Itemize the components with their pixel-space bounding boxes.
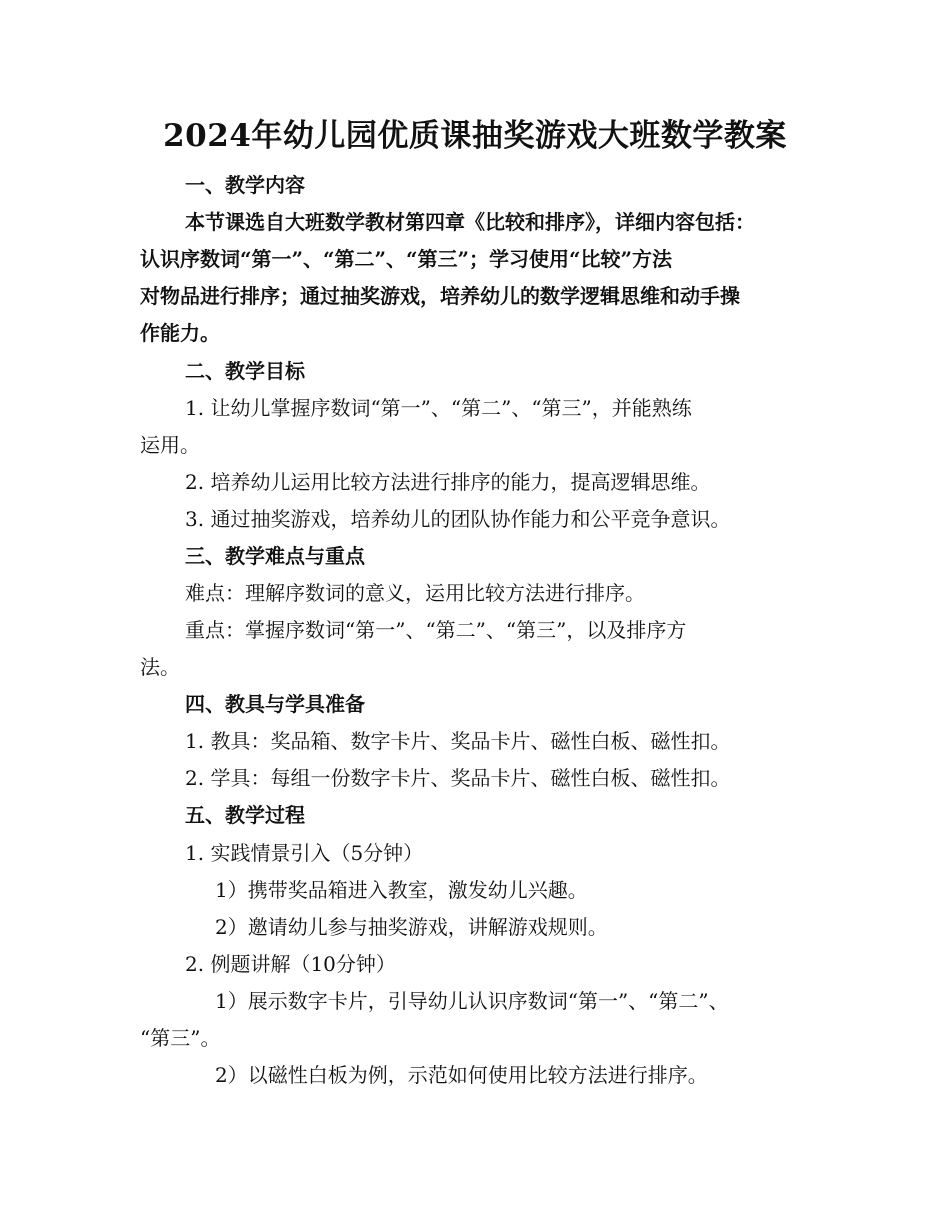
key-point-line: 重点：掌握序数词“第一”、“第二”、“第三”，以及排序方: [185, 618, 687, 642]
goal-item-line: 运用。: [140, 433, 200, 457]
content-paragraph-line: 本节课选自大班数学教材第四章《比较和排序》，详细内容包括：: [185, 210, 755, 234]
section-heading-process: 五、教学过程: [185, 803, 305, 827]
process-substep-line: 2）邀请幼儿参与抽奖游戏，讲解游戏规则。: [215, 915, 608, 939]
process-step-line: 2. 例题讲解（10分钟）: [185, 952, 396, 976]
process-substep-line: 1）展示数字卡片，引导幼儿认识序数词“第一”、“第二”、: [215, 989, 729, 1013]
process-substep-line: “第三”。: [140, 1026, 221, 1050]
content-paragraph-line: 作能力。: [140, 321, 220, 345]
section-heading-goals: 二、教学目标: [185, 359, 305, 383]
goal-item-line: 3. 通过抽奖游戏，培养幼儿的团队协作能力和公平竞争意识。: [185, 507, 731, 531]
content-paragraph-line: 认识序数词“第一”、“第二”、“第三”；学习使用“比较”方法: [140, 247, 673, 271]
materials-item-line: 2. 学具：每组一份数字卡片、奖品卡片、磁性白板、磁性扣。: [185, 766, 731, 790]
content-paragraph-line: 对物品进行排序；通过抽奖游戏，培养幼儿的数学逻辑思维和动手操: [140, 284, 740, 308]
materials-item-line: 1. 教具：奖品箱、数字卡片、奖品卡片、磁性白板、磁性扣。: [185, 729, 731, 753]
goal-item-line: 1. 让幼儿掌握序数词“第一”、“第二”、“第三”，并能熟练: [185, 396, 692, 420]
section-heading-difficulties: 三、教学难点与重点: [185, 544, 365, 568]
key-point-line: 法。: [140, 655, 180, 679]
process-substep-line: 1）携带奖品箱进入教室，激发幼儿兴趣。: [215, 878, 588, 902]
process-substep-line: 2）以磁性白板为例，示范如何使用比较方法进行排序。: [215, 1063, 708, 1087]
process-step-line: 1. 实践情景引入（5分钟）: [185, 841, 424, 865]
difficulty-line: 难点：理解序数词的意义，运用比较方法进行排序。: [185, 581, 645, 605]
goal-item-line: 2. 培养幼儿运用比较方法进行排序的能力，提高逻辑思维。: [185, 470, 711, 494]
document-title: 2024年幼儿园优质课抽奖游戏大班数学教案: [163, 118, 787, 154]
section-heading-content: 一、教学内容: [185, 173, 305, 197]
section-heading-materials: 四、教具与学具准备: [185, 692, 365, 716]
